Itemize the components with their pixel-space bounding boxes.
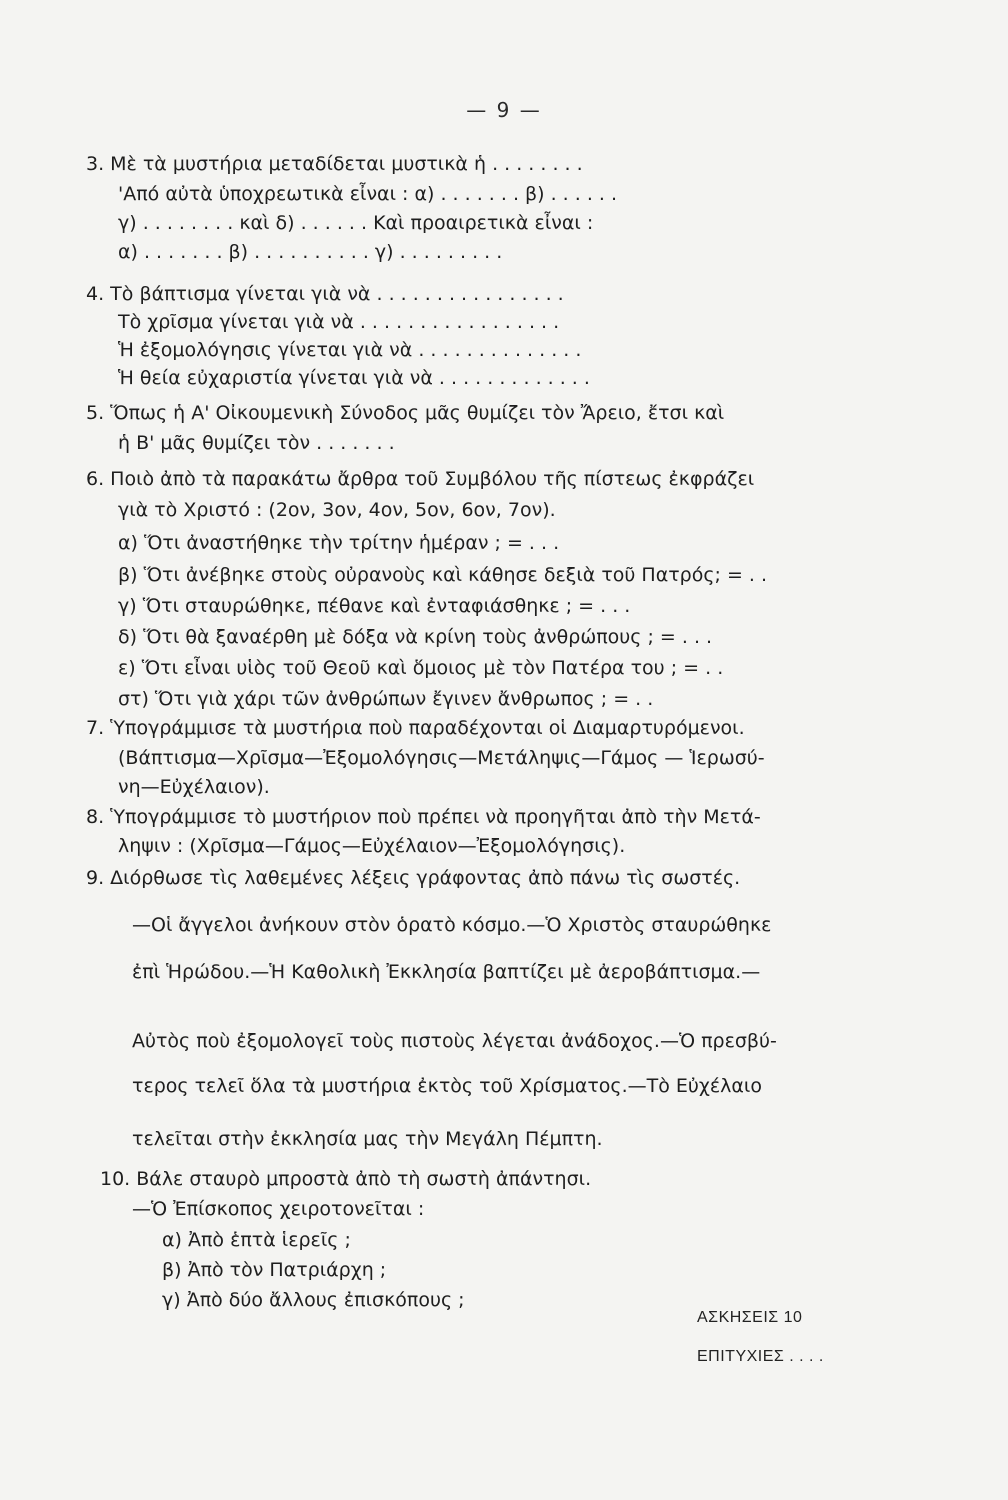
text-line: 9. Διόρθωσε τὶς λαθεμένες λέξεις γράφοντας ἀπὸ πάνω τὶς σωστές. — [86, 867, 741, 889]
text-line: (Βάπτισμα—Χρῖσμα—Ἐξομολόγησις—Μετάληψις—Γάμος — Ἱερωσύ- — [118, 747, 765, 769]
text-line: α) Ἀπὸ ἑπτὰ ἱερεῖς ; — [162, 1229, 351, 1251]
text-line: Ἡ ἐξομολόγησις γίνεται γιὰ νὰ . . . . . . . . . . . . . . — [118, 339, 582, 361]
text-line: Αὐτὸς ποὺ ἐξομολογεῖ τοὺς πιστοὺς λέγεται ἀνάδοχος.—Ὁ πρεσβύ- — [132, 1030, 777, 1052]
text-line: γ) Ὅτι σταυρώθηκε, πέθανε καὶ ἐνταφιάσθηκε ; = . . . — [118, 595, 631, 617]
text-line: 4. Τὸ βάπτισμα γίνεται γιὰ νὰ . . . . . . . . . . . . . . . . — [86, 283, 564, 305]
text-line: 3. Μὲ τὰ μυστήρια μεταδίδεται μυστικὰ ἡ . . . . . . . . — [86, 153, 583, 175]
text-line: —Οἱ ἄγγελοι ἀνήκουν στὸν ὁρατὸ κόσμο.—Ὁ Χριστὸς σταυρώθηκε — [132, 914, 772, 936]
text-line: γιὰ τὸ Χριστό : (2ον, 3ον, 4ον, 5ον, 6ον, 7ον). — [118, 499, 556, 521]
text-line: β) Ἀπὸ τὸν Πατριάρχη ; — [162, 1259, 387, 1281]
text-line: νη—Εὐχέλαιον). — [118, 776, 270, 798]
text-line: γ) Ἀπὸ δύο ἄλλους ἐπισκόπους ; — [162, 1289, 465, 1311]
text-line: γ) . . . . . . . . καὶ δ) . . . . . . Καὶ προαιρετικὰ εἶναι : — [118, 212, 594, 234]
text-line: δ) Ὅτι θὰ ξαναέρθη μὲ δόξα νὰ κρίνη τοὺς ἀνθρώπους ; = . . . — [118, 626, 713, 648]
text-line: τερος τελεῖ ὅλα τὰ μυστήρια ἐκτὸς τοῦ Χρίσματος.—Τὸ Εὐχέλαιο — [132, 1075, 762, 1097]
text-line: ἐπὶ Ἡρώδου.—Ἡ Καθολικὴ Ἐκκλησία βαπτίζει μὲ ἀεροβάπτισμα.— — [132, 961, 761, 983]
text-line: 6. Ποιὸ ἀπὸ τὰ παρακάτω ἄρθρα τοῦ Συμβόλου τῆς πίστεως ἐκφράζει — [86, 468, 755, 490]
text-line: στ) Ὅτι γιὰ χάρι τῶν ἀνθρώπων ἔγινεν ἄνθρωπος ; = . . — [118, 688, 654, 710]
text-line: ε) Ὅτι εἶναι υἱὸς τοῦ Θεοῦ καὶ ὅμοιος μὲ τὸν Πατέρα του ; = . . — [118, 657, 724, 679]
text-line: 'Από αὐτὰ ὑποχρεωτικὰ εἶναι : α) . . . . . . . β) . . . . . . — [118, 183, 618, 205]
text-line: 10. Βάλε σταυρὸ μπροστὰ ἀπὸ τὴ σωστὴ ἀπάντησι. — [100, 1168, 592, 1190]
text-line: 7. Ὑπογράμμισε τὰ μυστήρια ποὺ παραδέχονται οἱ Διαμαρτυρόμενοι. — [86, 717, 745, 739]
text-line: α) Ὅτι ἀναστήθηκε τὴν τρίτην ἡμέραν ; = . . . — [118, 532, 560, 554]
text-line: 5. Ὅπως ἡ Α' Οἰκουμενικὴ Σύνοδος μᾶς θυμίζει τὸν Ἄρειο, ἔτσι καὶ — [86, 402, 725, 424]
text-line: —Ὁ Ἐπίσκοπος χειροτονεῖται : — [132, 1198, 425, 1220]
footer-score-label: ΑΣΚΗΣΕΙΣ 10 — [697, 1309, 803, 1326]
text-line: 8. Ὑπογράμμισε τὸ μυστήριον ποὺ πρέπει νὰ προηγῆται ἀπὸ τὴν Μετά- — [86, 806, 761, 828]
text-line: ληψιν : (Χρῖσμα—Γάμος—Εὐχέλαιον—Ἐξομολόγησις). — [118, 835, 626, 857]
text-line: α) . . . . . . . β) . . . . . . . . . . γ) . . . . . . . . . — [118, 241, 503, 263]
text-line: Ἡ θεία εὐχαριστία γίνεται γιὰ νὰ . . . . . . . . . . . . . — [118, 367, 590, 389]
page-number: — 9 — — [466, 98, 542, 122]
text-line: ἡ Β' μᾶς θυμίζει τὸν . . . . . . . — [118, 432, 395, 454]
text-line: β) Ὅτι ἀνέβηκε στοὺς οὐρανοὺς καὶ κάθησε δεξιὰ τοῦ Πατρός; = . . — [118, 564, 768, 586]
footer-success-label: ΕΠΙΤΥΧΙΕΣ . . . . — [697, 1348, 824, 1365]
text-line: Τὸ χρῖσμα γίνεται γιὰ νὰ . . . . . . . . . . . . . . . . . — [118, 311, 560, 333]
text-line: τελεῖται στὴν ἐκκλησία μας τὴν Μεγάλη Πέμπτη. — [132, 1128, 603, 1150]
